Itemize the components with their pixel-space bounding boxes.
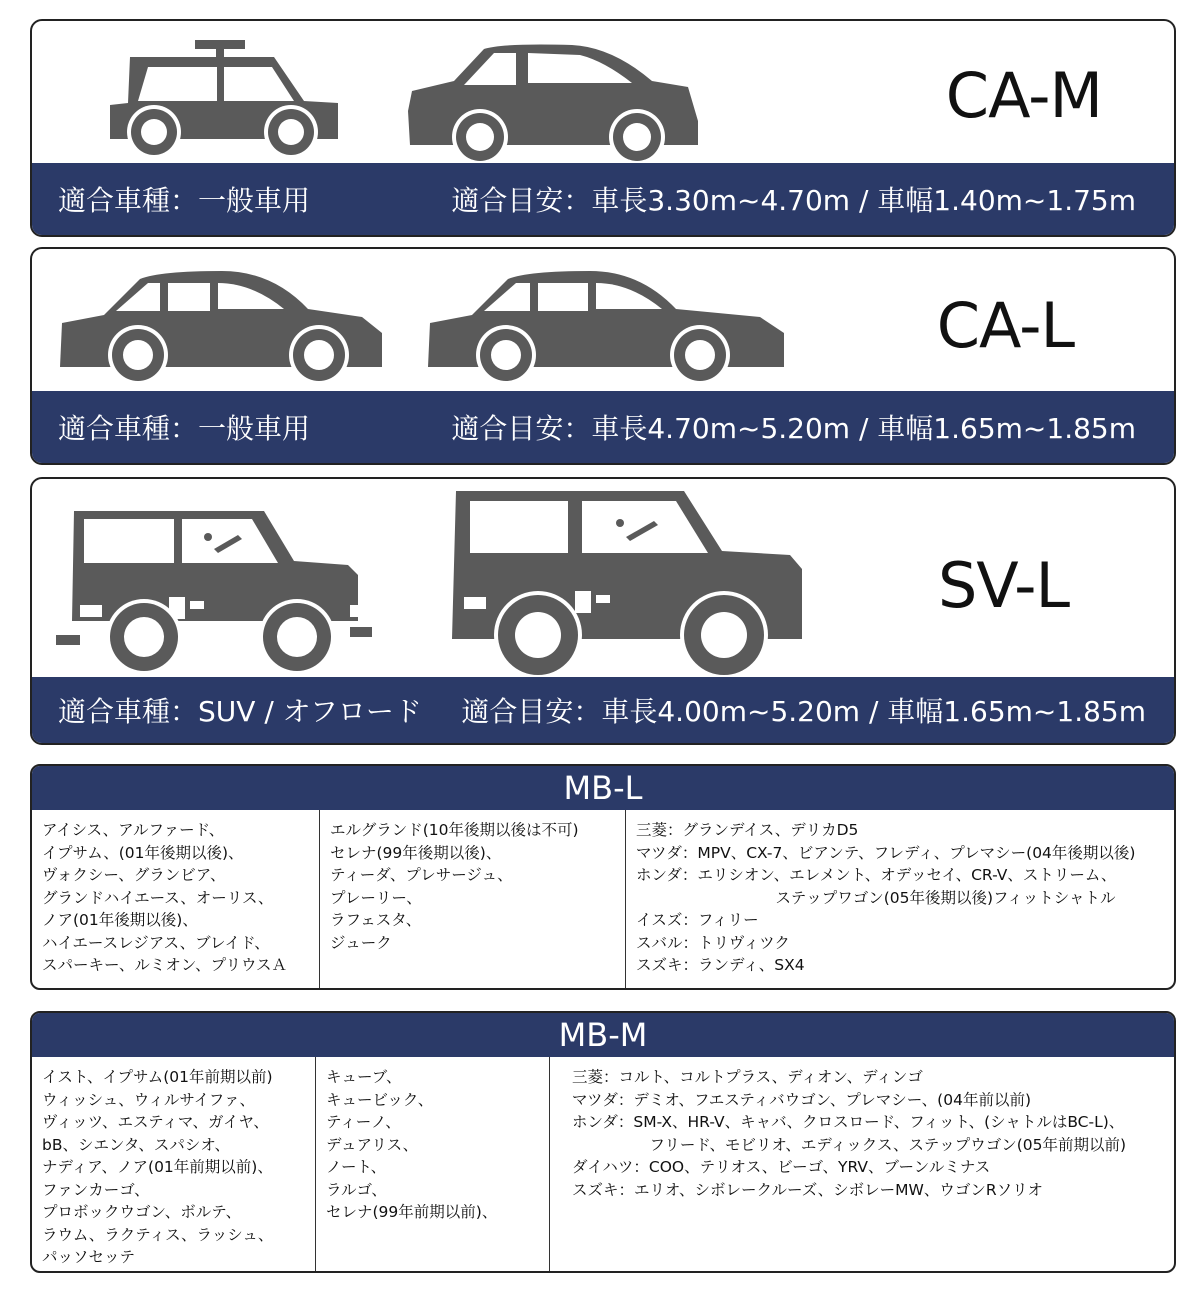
- table-cell-other-makers: 三菱：コルト、コルトプラス、ディオン、ディンゴ マツダ：デミオ、フエスティバウゴン、プレマシー、(04年前以前) ホンダ：SM-X、HR-V、キャバ、クロスロード、フィット、(シャトルはBC-L)、 フリード、モビリオ、エディックス、ステップウゴン(05年前期以前) ダイハツ：COO、テリオス、ビーゴ、YRV、ブーンルミナス スズキ：エリオ、シボレークルーズ、シボレーMW、ウゴンRソリオ: [549, 1057, 1174, 1271]
- spec-band: [32, 677, 1174, 743]
- sedan-icon: [60, 271, 382, 385]
- suitable-vehicle-text: 適合車種：一般車用: [58, 412, 311, 445]
- table-cell-toyota: アイシス、アルファード、 イプサム、(01年後期以後)、 ヴォクシー、グランビア、 グランドハイエース、オーリス、 ノア(01年後期以後)、 ハイエースレジアス、ブレイド、 スパーキー、ルミオン、プリウスＡ: [42, 821, 288, 974]
- table-cell-toyota: イスト、イプサム(01年前期以前) ウィッシュ、ウィルサイファ、 ヴィッツ、エスティマ、ガイヤ、 bB、シエンタ、スパシオ、 ナディア、ノア(01年前期以前)、 ファンカーゴ、 プロボックウゴン、ボルテ、 ラウム、ラクティス、ラッシュ、 パッソセッテ: [42, 1068, 274, 1266]
- table-title: MB-M: [32, 1013, 1174, 1057]
- sedan-icon: [428, 271, 784, 385]
- taxi-icon: [110, 40, 338, 159]
- cover-panel-sv-l: [30, 477, 1176, 745]
- spec-band: [32, 163, 1174, 235]
- suitable-vehicle-text: 適合車種：SUV / オフロード: [58, 695, 422, 728]
- suv-icon: [56, 511, 372, 675]
- compact-car-icon: [408, 45, 698, 166]
- suv-icon: [452, 491, 802, 679]
- suitable-vehicle-text: 適合車種：一般車用: [58, 184, 311, 217]
- table-title: MB-L: [32, 766, 1174, 810]
- cover-panel-ca-l: [30, 247, 1176, 465]
- table-cell-other-makers: 三菱：グランデイス、デリカD5 マツダ：MPV、CX-7、ビアンテ、フレディ、プレマシー(04年後期以後) ホンダ：エリシオン、エレメント、オデッセイ、CR-V、ストリーム、 ステップワゴン(05年後期以後)フィットシャトル イスズ：フィリー スバル：トリヴィツク スズキ：ランディ、SX4: [625, 810, 1174, 988]
- model-code: CA-M: [945, 59, 1102, 132]
- size-guide-text: 適合目安：車長4.00m~5.20m / 車幅1.65m~1.85m: [461, 695, 1146, 728]
- model-code: SV-L: [937, 549, 1069, 622]
- table-body: [32, 1057, 1174, 1271]
- table-body: [32, 810, 1174, 988]
- compatibility-table-mb-m: [30, 1011, 1176, 1273]
- size-guide-text: 適合目安：車長3.30m~4.70m / 車幅1.40m~1.75m: [451, 184, 1136, 217]
- cover-panel-ca-m: [30, 19, 1176, 237]
- table-cell-nissan: キューブ、 キュービック、 ティーノ、 デュアリス、 ノート、 ラルゴ、 セレナ(99年前期以前)、: [315, 1057, 549, 1271]
- model-code: CA-L: [936, 289, 1074, 362]
- table-cell-nissan: エルグランド(10年後期以後は不可) セレナ(99年後期以後)、 ティーダ、プレサージュ、 プレーリー、 ラフェスタ、 ジューク: [319, 810, 625, 988]
- size-guide-text: 適合目安：車長4.70m~5.20m / 車幅1.65m~1.85m: [451, 412, 1136, 445]
- spec-band: [32, 391, 1174, 463]
- compatibility-table-mb-l: [30, 764, 1176, 990]
